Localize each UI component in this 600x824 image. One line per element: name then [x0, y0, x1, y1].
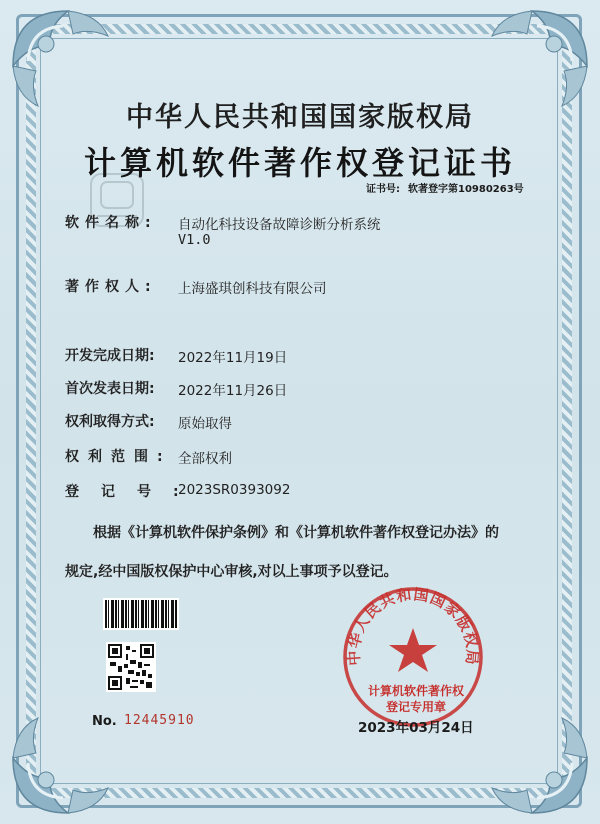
issue-date: 2023年03月24日	[358, 720, 474, 736]
software-version-value: V1.0	[178, 232, 211, 248]
registration-number-value: 2023SR0393092	[178, 482, 291, 498]
completion-date-value: 2022年11月19日	[178, 350, 288, 366]
certificate-number-label: 证书号:	[366, 184, 400, 195]
barcode-image	[103, 598, 179, 630]
qr-code-image	[106, 642, 156, 692]
software-name-label: 软件名称:	[65, 215, 157, 231]
copyright-owner-value: 上海盛琪创科技有限公司	[178, 281, 327, 297]
serial-number-label: No.	[92, 714, 117, 729]
corner-ornament-icon	[482, 708, 592, 818]
acquisition-method-label: 权利取得方式:	[65, 414, 155, 430]
publication-date-label: 首次发表日期:	[65, 381, 155, 397]
rights-scope-label: 权利范围:	[65, 449, 172, 465]
serial-number-value: 12445910	[124, 713, 195, 728]
copyright-owner-label: 著作权人:	[65, 279, 157, 295]
certificate-number	[366, 180, 532, 195]
publication-date-value: 2022年11月26日	[178, 383, 288, 399]
issuing-authority: 中华人民共和国国家版权局	[126, 102, 474, 133]
completion-date-label: 开发完成日期:	[65, 348, 155, 364]
certificate-number-value: 软著登字第10980263号	[408, 184, 524, 195]
rights-scope-value: 全部权利	[178, 451, 232, 467]
statement-line-1: 根据《计算机软件保护条例》和《计算机软件著作权登记办法》的	[93, 525, 499, 541]
software-name-value: 自动化科技设备故障诊断分析系统	[178, 217, 381, 233]
certificate-title: 计算机软件著作权登记证书	[83, 144, 516, 182]
svg-text:中华人民共和国国家版权局: 中华人民共和国国家版权局	[344, 585, 482, 667]
acquisition-method-value: 原始取得	[178, 416, 232, 432]
seal-text-line-1: 计算机软件著作权	[367, 684, 464, 698]
registration-number-label: 登记号:	[65, 484, 201, 500]
seal-text-line-2: 登记专用章	[385, 700, 446, 714]
statement-line-2: 规定,经中国版权保护中心审核,对以上事项予以登记。	[65, 564, 398, 580]
